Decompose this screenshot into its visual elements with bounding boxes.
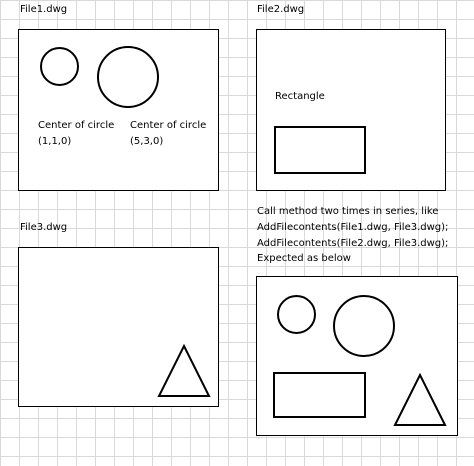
note-line-3: AddFilecontents(File2.dwg, File3.dwg); [257, 238, 449, 249]
large-circle-shape [97, 46, 159, 108]
circle2-coordinate: (5,3,0) [130, 136, 164, 147]
expected-rectangle-shape [273, 372, 366, 418]
triangle-shape [156, 343, 212, 399]
note-line-2: AddFilecontents(File1.dwg, File3.dwg); [257, 222, 449, 233]
file2-title: File2.dwg [257, 4, 305, 15]
file1-title: File1.dwg [20, 4, 68, 15]
note-line-1: Call method two times in series, like [257, 206, 439, 217]
expected-small-circle-shape [277, 295, 316, 334]
file3-title: File3.dwg [20, 222, 68, 233]
circle1-coordinate: (1,1,0) [38, 136, 72, 147]
small-circle-shape [40, 47, 79, 86]
circle2-caption: Center of circle [130, 120, 207, 131]
circle1-caption: Center of circle [38, 120, 115, 131]
expected-triangle-shape [392, 372, 448, 428]
note-line-4: Expected as below [257, 253, 351, 264]
rectangle-label: Rectangle [275, 91, 325, 102]
rectangle-shape [274, 126, 366, 174]
expected-large-circle-shape [333, 295, 395, 357]
